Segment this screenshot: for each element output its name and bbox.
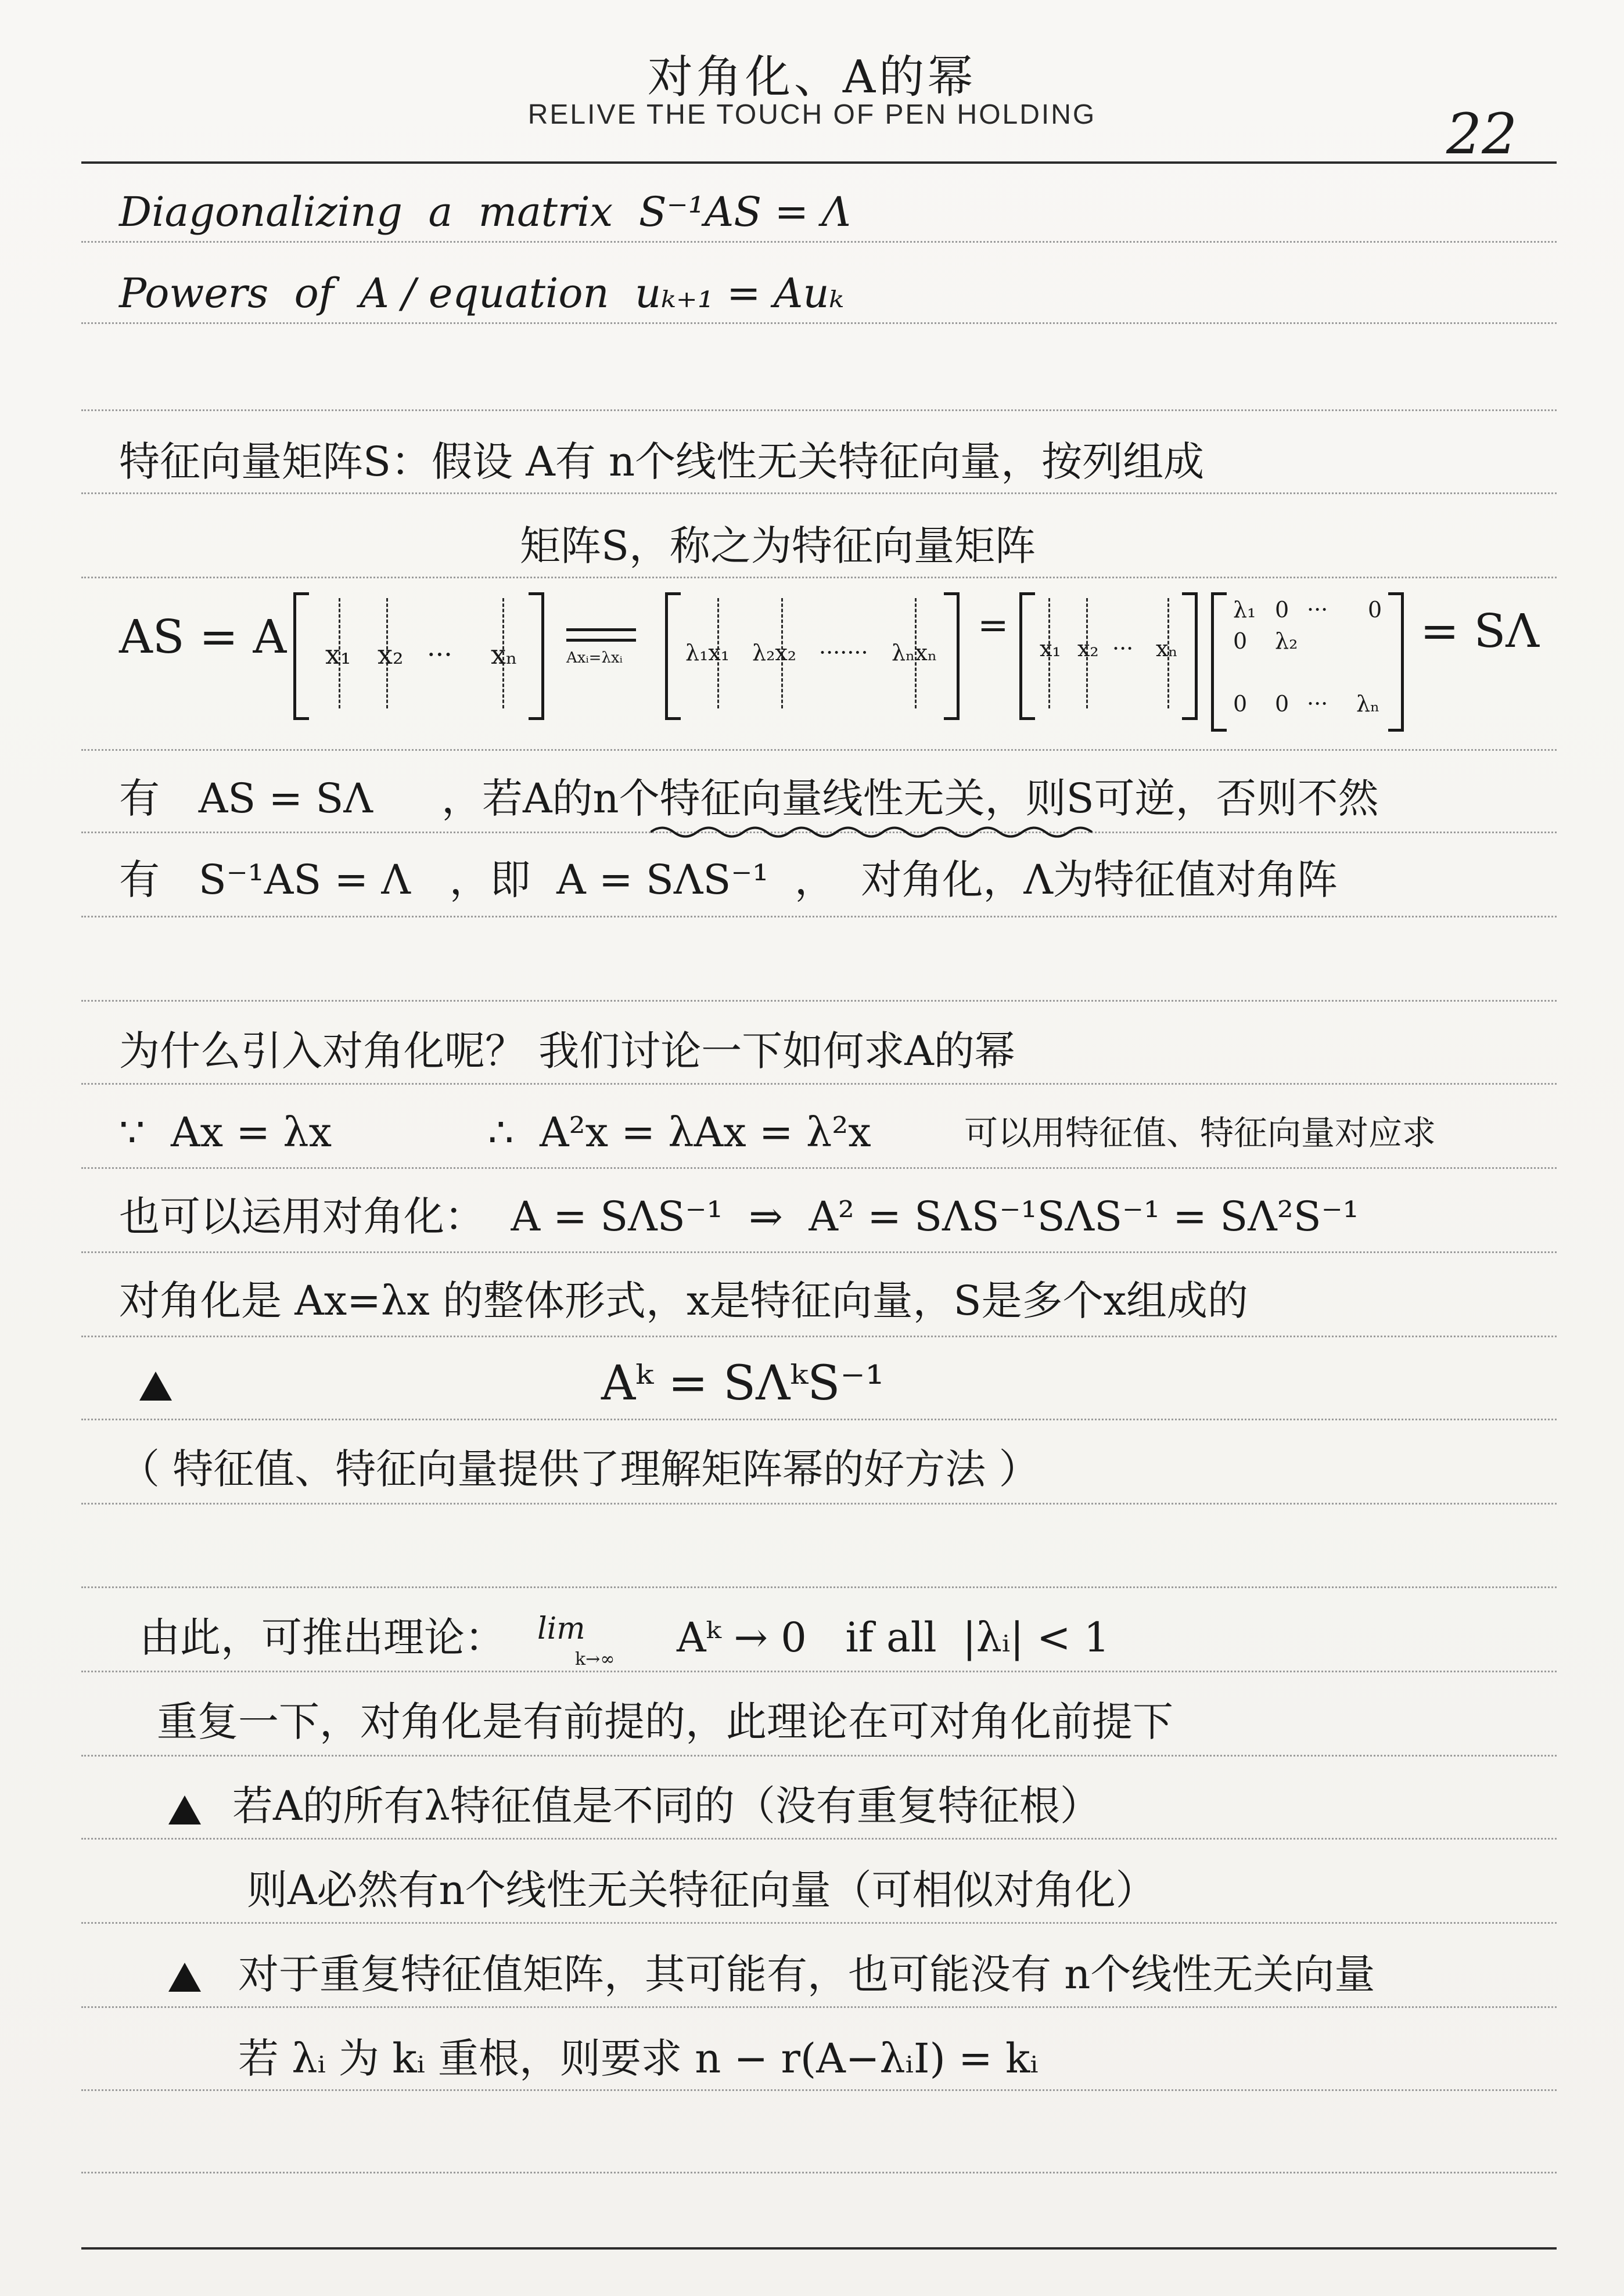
bracket-right [1388,592,1404,732]
triangle-bullet-icon [168,1795,201,1824]
diag-entry: λ₁ [1233,597,1256,622]
ruled-line [81,916,1557,917]
matrix-entry: λ₁x₁ [685,640,730,665]
ruled-line [81,241,1557,243]
matrix-entry: x₁ [325,639,351,670]
note-line-repeated-eigenvalues: 对于重复特征值矩阵，其可能有，也可能没有 n个线性无关向量 [238,1950,1375,1998]
ruled-line [81,1838,1557,1840]
note-line-therefore: ∴ A²x = λAx = λ²x [488,1109,871,1156]
note-line-diagonalizing: Diagonalizing a matrix S⁻¹AS = Λ [119,188,851,236]
bracket-left [1019,592,1035,720]
limit-symbol: lim [537,1611,585,1646]
triangle-bullet-icon [139,1372,172,1401]
matrix-eq-lhs: AS = A [119,610,287,664]
ruled-line [81,1336,1557,1337]
matrix-entry: ··· [427,639,452,670]
note-line-diagonalization: 有 S⁻¹AS = Λ ，即 A = SΛS⁻¹ ， 对角化，Λ为特征值对角阵 [119,856,1338,904]
diag-entry: ··· [1307,691,1328,717]
note-line-diag-power: 也可以运用对角化： A = SΛS⁻¹ ⇒ A² = SΛS⁻¹SΛS⁻¹ = SΛ²S⁻¹ [119,1193,1359,1240]
bracket-left [293,592,309,720]
bracket-right [944,592,960,720]
diag-entry: 0 [1275,597,1289,622]
header-rule [81,161,1557,164]
matrix-eq-rhs: = SΛ [1420,604,1540,658]
ruled-line [81,577,1557,578]
diag-entry: 0 [1233,628,1248,654]
note-line-repeat-premise: 重复一下，对角化是有前提的，此理论在可对角化前提下 [157,1698,1173,1746]
ruled-line [81,409,1557,411]
matrix-entry: λₙxₙ [892,640,937,665]
formula-power: Aᵏ = SΛᵏS⁻¹ [601,1356,885,1411]
page-number: 22 [1446,102,1518,167]
note-line-because: ∵ Ax = λx [119,1109,332,1156]
bracket-right [1182,592,1198,720]
ruled-line [81,1755,1557,1757]
matrix-entry: x₂ [1077,636,1099,661]
matrix-entry: λ₂x₂ [752,640,796,665]
ruled-line [81,1671,1557,1672]
limit-subscript: k→∞ [575,1649,615,1669]
matrix-entry: ··· [1112,636,1134,661]
equals-bar [566,628,636,631]
note-line-good-method: （ 特征值、特征向量提供了理解矩阵幂的好方法 ） [119,1445,1040,1493]
ruled-line [81,2006,1557,2008]
footer-rule [81,2247,1557,2250]
matrix-entry: xₙ [491,639,518,670]
diag-entry: 0 [1275,691,1289,717]
bracket-right [529,592,544,720]
note-line-multiplicity-condition: 若 λᵢ 为 kᵢ 重根，则要求 n − r(A−λᵢI) = kᵢ [238,2035,1039,2082]
ruled-line [81,1419,1557,1420]
bracket-left [665,592,681,720]
note-line-eigenvector-matrix-cont: 矩阵S，称之为特征向量矩阵 [520,522,1036,570]
bracket-left [1211,592,1227,732]
ruled-line [81,322,1557,324]
ruled-line [81,1503,1557,1505]
ruled-line [81,1083,1557,1085]
ruled-line [81,1167,1557,1169]
diag-entry: ··· [1307,597,1328,622]
note-line-overall-form: 对角化是 Ax=λx 的整体形式，x是特征向量，S是多个x组成的 [119,1277,1248,1325]
note-line-why-diagonalize: 为什么引入对角化呢？ 我们讨论一下如何求A的幂 [119,1027,1015,1075]
note-line-independent-vectors: 则A必然有n个线性无关特征向量（可相似对角化） [247,1866,1156,1914]
matrix-equation [119,586,1542,732]
ruled-line [81,2089,1557,2091]
ruled-line [81,749,1557,751]
note-line-distinct-eigenvalues: 若A的所有λ特征值是不同的（没有重复特征根） [232,1782,1101,1830]
matrix-entry: xₙ [1156,636,1178,661]
note-line-as-eq-slambda: 有 AS = SΛ [119,775,373,822]
ruled-line [81,1922,1557,1924]
note-line-powers: Powers of A / equation uₖ₊₁ = Auₖ [119,269,845,317]
triangle-bullet-icon [168,1963,201,1992]
ruled-line [81,2172,1557,2173]
ruled-line [81,1251,1557,1253]
note-line-independence-condition: ，若A的n个特征向量线性无关，则S可逆，否则不然 [441,775,1379,822]
ruled-line [81,1586,1557,1588]
note-line-eigen-method: 可以用特征值、特征向量对应求 [964,1113,1436,1153]
diag-entry: λₙ [1356,691,1380,717]
equals-bar [566,639,636,642]
diag-entry: 0 [1368,597,1382,622]
equals-annotation: Axᵢ=λxᵢ [566,649,623,667]
note-line-eigenvector-matrix: 特征向量矩阵S：假设 A有 n个线性无关特征向量，按列组成 [119,438,1205,485]
diag-entry: λ₂ [1275,628,1298,654]
note-line-limit-condition: Aᵏ → 0 if all |λᵢ| < 1 [677,1614,1110,1661]
page-title: 对角化、A的幂 [647,51,977,103]
ruled-line [81,492,1557,494]
notebook-tagline: RELIVE THE TOUCH OF PEN HOLDING [527,99,1097,130]
matrix-entry: x₂ [378,639,404,670]
diag-entry: 0 [1233,691,1248,717]
equals-sign: = [978,604,1009,647]
matrix-entry: x₁ [1040,636,1061,661]
matrix-entry: ······· [819,640,868,665]
ruled-line [81,1000,1557,1002]
note-line-theorem-lead: 由此，可推出理论： [139,1614,505,1661]
wavy-underline [651,823,1098,841]
